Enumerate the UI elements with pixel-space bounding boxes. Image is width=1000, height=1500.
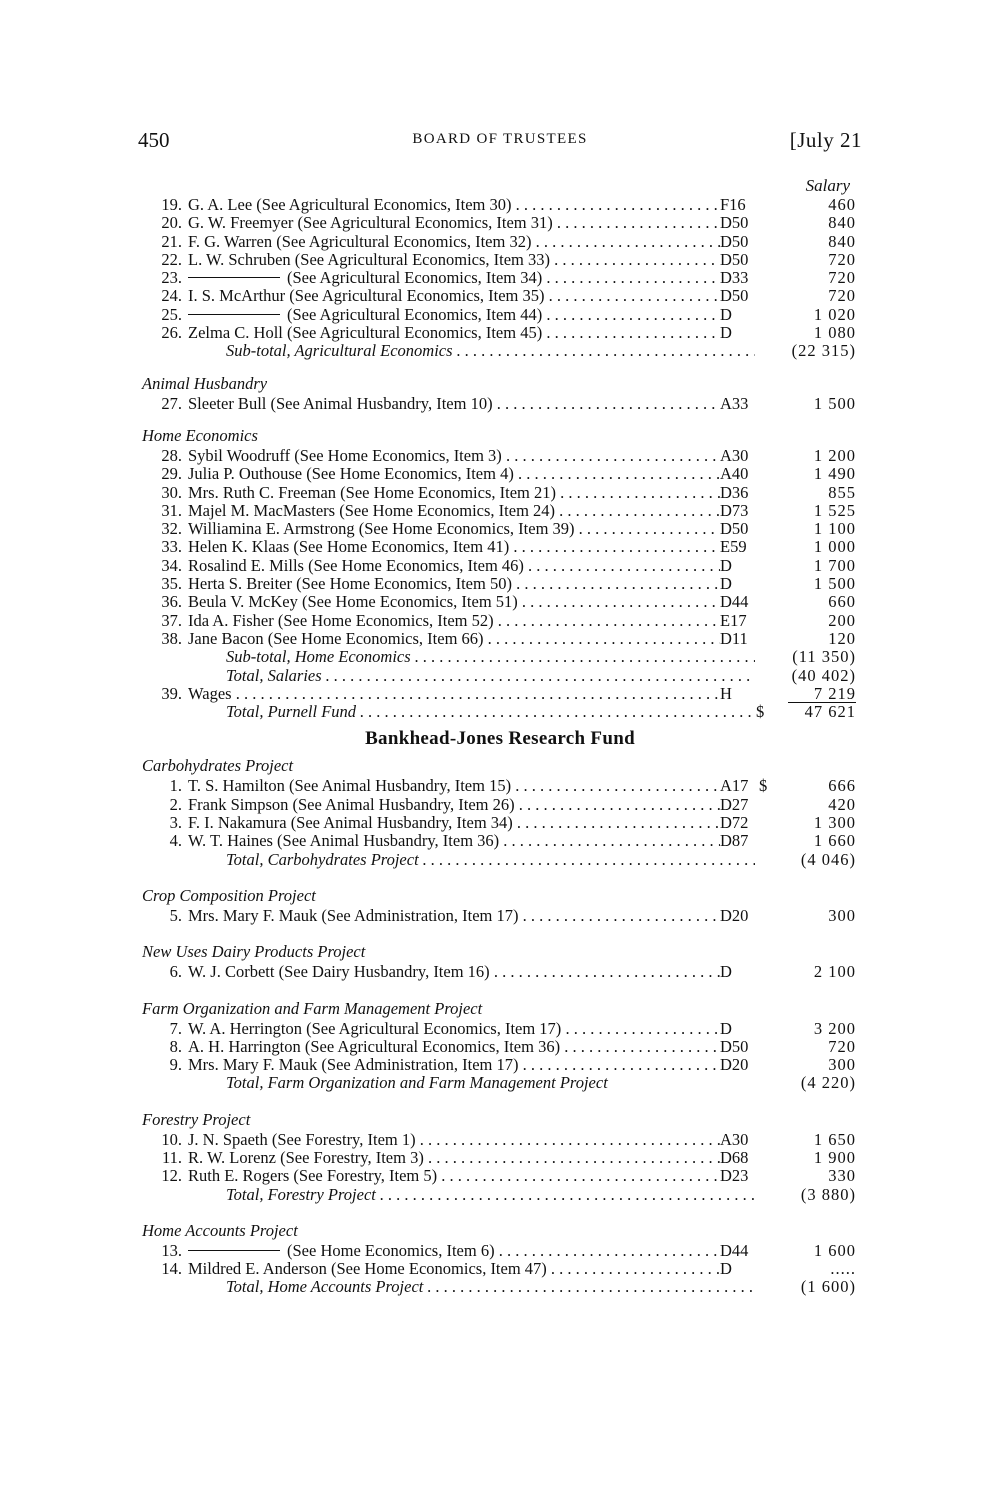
item-salary: 855 — [828, 482, 856, 502]
item-name-text: (See Home Economics, Item 6) — [287, 1241, 495, 1260]
page-header — [138, 128, 862, 158]
forestry-group — [138, 1131, 862, 1186]
item-name — [188, 963, 755, 981]
item-name-text: Helen K. Klaas (See Home Economics, Item 41) — [188, 538, 510, 557]
item-code: D — [720, 1260, 760, 1278]
item-name-text: J. N. Spaeth (See Forestry, Item 1) — [188, 1130, 416, 1149]
item-code: D23 — [720, 1167, 760, 1185]
total-row — [138, 1186, 862, 1204]
item-name-text: Williamina E. Armstrong (See Home Economics, Item 39) — [188, 520, 575, 539]
item-name — [188, 484, 755, 502]
item-salary: 420 — [828, 794, 856, 814]
table-row — [138, 1131, 862, 1149]
subtotal-salary: (11 350) — [792, 647, 856, 667]
item-number: 5. — [169, 905, 182, 925]
item-name-text: F. I. Nakamura (See Animal Husbandry, Item 34) — [188, 814, 513, 833]
section-heading: Farm Organization and Farm Management Project — [142, 998, 483, 1018]
table-row — [138, 214, 862, 232]
item-number: 7. — [169, 1018, 182, 1038]
item-salary: 1 300 — [813, 813, 856, 833]
item-name — [188, 324, 755, 342]
item-name — [188, 287, 755, 305]
dollar-sign: $ — [756, 702, 765, 722]
item-name — [188, 538, 755, 556]
dairy-group — [138, 963, 862, 981]
item-salary: 666 — [828, 776, 856, 796]
item-number: 12. — [161, 1166, 182, 1186]
item-name — [188, 1038, 755, 1056]
item-code: D50 — [720, 214, 760, 232]
table-row — [138, 324, 862, 342]
item-code: D36 — [720, 484, 760, 502]
item-salary: 7 219 — [813, 683, 856, 703]
table-row — [138, 1260, 862, 1278]
item-name-text: G. W. Freemyer (See Agricultural Economics, Item 31) — [188, 214, 553, 233]
section-heading: Home Economics — [142, 425, 258, 445]
item-code: D — [720, 1020, 760, 1038]
item-code: D50 — [720, 233, 760, 251]
item-number: 32. — [161, 519, 182, 539]
item-salary: 1 500 — [813, 393, 856, 413]
subtotal-salary: (22 315) — [791, 341, 856, 361]
item-code: H — [720, 685, 760, 703]
subtotal-label: Sub-total, Home Economics . . . — [226, 648, 755, 666]
item-name — [188, 1167, 755, 1185]
item-number: 33. — [161, 537, 182, 557]
dollar-sign: $ — [759, 776, 768, 796]
blank-name-rule — [188, 314, 280, 315]
item-code: A33 — [720, 395, 760, 413]
item-code: D11 — [720, 630, 760, 648]
total-salary: 47 621 — [804, 702, 856, 722]
crop-composition-group — [138, 907, 862, 925]
item-number: 3. — [169, 813, 182, 833]
item-number: 2. — [169, 794, 182, 814]
table-row — [138, 612, 862, 630]
total-row — [138, 1278, 862, 1296]
item-name: Wages . . . — [188, 685, 755, 703]
table-row — [138, 557, 862, 575]
item-number: 6. — [169, 962, 182, 982]
item-number: 37. — [161, 610, 182, 630]
table-row — [138, 447, 862, 465]
page-number: 450 — [138, 128, 170, 152]
item-number: 21. — [161, 231, 182, 251]
item-code: D33 — [720, 269, 760, 287]
table-row — [138, 814, 862, 832]
item-name-text: Ruth E. Rogers (See Forestry, Item 5) — [188, 1167, 438, 1186]
item-name-text: Mrs. Ruth C. Freeman (See Home Economics, Item 21) — [188, 483, 556, 502]
item-code: D73 — [720, 502, 760, 520]
item-number: 38. — [161, 628, 182, 648]
table-row — [138, 593, 862, 611]
table-row — [138, 520, 862, 538]
item-salary: 120 — [828, 628, 856, 648]
table-row — [138, 1242, 862, 1260]
item-code: D87 — [720, 832, 760, 850]
fund-title: Bankhead-Jones Research Fund — [365, 728, 635, 750]
item-name — [188, 1020, 755, 1038]
table-row — [138, 1020, 862, 1038]
item-name-text: (See Agricultural Economics, Item 34) — [287, 269, 543, 288]
item-salary: 720 — [828, 249, 856, 269]
item-name — [188, 233, 755, 251]
table-row — [138, 233, 862, 251]
table-row — [138, 269, 862, 287]
item-name-text: Ida A. Fisher (See Home Economics, Item 52) — [188, 611, 494, 630]
item-name — [188, 196, 755, 214]
table-row — [138, 963, 862, 981]
item-number: 23. — [161, 268, 182, 288]
item-name-text: Frank Simpson (See Animal Husbandry, Item 26) — [188, 795, 515, 814]
item-code: E17 — [720, 612, 760, 630]
item-name-text: L. W. Schruben (See Agricultural Economics, Item 33) — [188, 250, 551, 269]
item-name-text: Sybil Woodruff (See Home Economics, Item 3) — [188, 446, 502, 465]
item-salary: 1 490 — [813, 464, 856, 484]
item-salary: 460 — [828, 195, 856, 214]
item-code: D — [720, 324, 760, 342]
animal-husbandry-group — [138, 395, 862, 413]
section-heading: New Uses Dairy Products Project — [142, 942, 366, 962]
item-name — [188, 306, 755, 324]
item-name — [188, 269, 755, 287]
total-label: Total, Purnell Fund . . . — [226, 703, 755, 721]
item-code: D — [720, 575, 760, 593]
item-name-text: W. A. Herrington (See Agricultural Economics, Item 17) — [188, 1019, 562, 1038]
total-salary: (1 600) — [800, 1277, 856, 1297]
section-heading: Crop Composition Project — [142, 885, 316, 905]
item-code: D50 — [720, 1038, 760, 1056]
item-name-text: Mrs. Mary F. Mauk (See Administration, Item 17) — [188, 906, 519, 925]
table-row — [138, 1149, 862, 1167]
item-name — [188, 465, 755, 483]
item-number: 8. — [169, 1036, 182, 1056]
table-row — [138, 777, 862, 795]
item-name-text: T. S. Hamilton (See Animal Husbandry, Item 15) — [188, 777, 512, 796]
item-name — [188, 814, 755, 832]
table-row — [138, 306, 862, 324]
item-number: 34. — [161, 555, 182, 575]
item-number: 29. — [161, 464, 182, 484]
item-salary: 1 660 — [813, 831, 856, 851]
farm-group — [138, 1020, 862, 1075]
subtotal-label: Sub-total, Agricultural Economics . . . — [226, 342, 755, 360]
item-name-text: W. J. Corbett (See Dairy Husbandry, Item 16) — [188, 963, 490, 982]
header-date: [July 21 — [789, 128, 862, 152]
item-code: D20 — [720, 907, 760, 925]
item-name — [188, 575, 755, 593]
total-label: Total, Forestry Project . . . — [226, 1186, 755, 1204]
item-name — [188, 777, 755, 795]
item-number: 22. — [161, 249, 182, 269]
item-code: D50 — [720, 520, 760, 538]
item-name-text: Julia P. Outhouse (See Home Economics, Item 4) — [188, 465, 514, 484]
item-name — [188, 1131, 755, 1149]
item-number: 31. — [161, 500, 182, 520]
item-number: 28. — [161, 445, 182, 465]
item-salary: 1 700 — [813, 555, 856, 575]
table-row — [138, 630, 862, 648]
wages-row — [138, 685, 862, 703]
item-salary: 1 080 — [813, 323, 856, 343]
item-code: D — [720, 306, 760, 324]
item-number: 14. — [161, 1259, 182, 1279]
item-name — [188, 251, 755, 269]
item-number: 24. — [161, 286, 182, 306]
item-name — [188, 214, 755, 232]
item-number: 13. — [161, 1240, 182, 1260]
item-name — [188, 832, 755, 850]
item-name-text: G. A. Lee (See Agricultural Economics, Item 30) — [188, 196, 512, 214]
total-row — [138, 851, 862, 869]
item-code: A40 — [720, 465, 760, 483]
item-name — [188, 593, 755, 611]
item-name-text: Rosalind E. Mills (See Home Economics, Item 46) — [188, 556, 524, 575]
item-code: D — [720, 963, 760, 981]
item-name — [188, 520, 755, 538]
item-code: D44 — [720, 1242, 760, 1260]
item-name — [188, 1056, 755, 1074]
item-number: 11. — [161, 1147, 182, 1167]
table-row — [138, 796, 862, 814]
item-salary: 300 — [828, 1055, 856, 1075]
item-number: 10. — [161, 1129, 182, 1149]
item-number: 19. — [161, 195, 182, 214]
item-name-text: Mildred E. Anderson (See Home Economics, Item 47) — [188, 1260, 547, 1279]
item-name — [188, 1149, 755, 1167]
item-name — [188, 1260, 755, 1278]
salary-column-heading: Salary — [805, 176, 850, 195]
item-name-text: Zelma C. Holl (See Agricultural Economics, Item 45) — [188, 324, 543, 343]
item-code: A30 — [720, 447, 760, 465]
item-salary: 1 525 — [813, 500, 856, 520]
table-row — [138, 1167, 862, 1185]
item-salary: ..... — [830, 1259, 856, 1279]
item-number: 35. — [161, 574, 182, 594]
item-number: 20. — [161, 213, 182, 233]
item-name-text: Mrs. Mary F. Mauk (See Administration, Item 17) — [188, 1056, 519, 1075]
item-salary: 840 — [828, 231, 856, 251]
item-name-text: Beula V. McKey (See Home Economics, Item 51) — [188, 593, 518, 612]
ag-econ-group — [138, 196, 862, 342]
table-row — [138, 395, 862, 413]
total-label: Total, Carbohydrates Project . . . — [226, 851, 755, 869]
total-label: Total, Home Accounts Project . . . — [226, 1278, 755, 1296]
item-code: A17 — [720, 777, 760, 795]
item-number: 26. — [161, 323, 182, 343]
item-salary: 1 500 — [813, 574, 856, 594]
home-economics-group — [138, 447, 862, 648]
section-heading: Animal Husbandry — [142, 373, 268, 393]
item-name — [188, 395, 755, 413]
item-name — [188, 630, 755, 648]
item-name — [188, 1242, 755, 1260]
item-salary: 660 — [828, 592, 856, 612]
item-salary: 300 — [828, 905, 856, 925]
item-name — [188, 612, 755, 630]
item-code: D44 — [720, 593, 760, 611]
subtotal-row — [138, 342, 862, 360]
section-heading: Forestry Project — [142, 1109, 251, 1129]
item-salary: 1 000 — [813, 537, 856, 557]
item-salary: 1 650 — [813, 1129, 856, 1149]
table-row — [138, 484, 862, 502]
item-salary: 1 600 — [813, 1240, 856, 1260]
section-heading: Carbohydrates Project — [142, 756, 294, 776]
item-code: D — [720, 557, 760, 575]
item-name-text: A. H. Harrington (See Agricultural Economics, Item 36) — [188, 1037, 561, 1056]
table-row — [138, 907, 862, 925]
item-name-text: F. G. Warren (See Agricultural Economics, Item 32) — [188, 232, 532, 251]
item-name — [188, 447, 755, 465]
item-salary: 3 200 — [813, 1018, 856, 1038]
item-name-text: (See Agricultural Economics, Item 44) — [287, 305, 543, 324]
item-salary: 200 — [828, 610, 856, 630]
item-salary: 1 020 — [813, 304, 856, 324]
item-code: D27 — [720, 796, 760, 814]
item-salary: 1 900 — [813, 1147, 856, 1167]
item-code: D72 — [720, 814, 760, 832]
table-row — [138, 538, 862, 556]
item-salary: 1 100 — [813, 519, 856, 539]
item-number: 27. — [161, 393, 182, 413]
item-name-text: Majel M. MacMasters (See Home Economics, Item 24) — [188, 501, 556, 520]
table-row — [138, 251, 862, 269]
item-code: D68 — [720, 1149, 760, 1167]
item-name-text: W. T. Haines (See Animal Husbandry, Item 36) — [188, 832, 500, 851]
item-salary: 720 — [828, 286, 856, 306]
grand-total-row — [138, 703, 862, 721]
item-name-text: Sleeter Bull (See Animal Husbandry, Item 10) — [188, 394, 493, 413]
item-code: D50 — [720, 251, 760, 269]
item-name — [188, 502, 755, 520]
item-code: F16 — [720, 196, 760, 214]
salary-list — [138, 176, 862, 1297]
item-name — [188, 796, 755, 814]
item-code: D20 — [720, 1056, 760, 1074]
table-row — [138, 832, 862, 850]
total-label: Total, Farm Organization and Farm Management Project — [226, 1074, 608, 1093]
total-row — [138, 1074, 862, 1092]
item-code: A30 — [720, 1131, 760, 1149]
blank-name-rule — [188, 277, 280, 278]
item-number: 9. — [169, 1055, 182, 1075]
home-accounts-group — [138, 1242, 862, 1279]
item-salary: 2 100 — [813, 962, 856, 982]
item-number: 1. — [169, 776, 182, 796]
total-salary: (40 402) — [791, 665, 856, 685]
item-salary: 330 — [828, 1166, 856, 1186]
item-salary: 840 — [828, 213, 856, 233]
total-label: Total, Salaries . . . — [226, 667, 755, 685]
carbohydrates-group — [138, 777, 862, 850]
table-row — [138, 575, 862, 593]
running-title: BOARD OF TRUSTEES — [412, 131, 588, 147]
item-name-text: I. S. McArthur (See Agricultural Economics, Item 35) — [188, 287, 545, 306]
item-number: 39. — [161, 683, 182, 703]
item-name — [188, 557, 755, 575]
total-salary: (4 046) — [800, 849, 856, 869]
table-row — [138, 502, 862, 520]
table-row — [138, 1038, 862, 1056]
subtotal-row — [138, 648, 862, 666]
table-row — [138, 465, 862, 483]
item-name-text: Jane Bacon (See Home Economics, Item 66) — [188, 629, 484, 648]
total-row — [138, 667, 862, 685]
item-number: 30. — [161, 482, 182, 502]
item-name — [188, 907, 755, 925]
section-heading: Home Accounts Project — [142, 1220, 298, 1240]
item-salary: 1 200 — [813, 445, 856, 465]
item-salary: 720 — [828, 268, 856, 288]
item-salary: 720 — [828, 1036, 856, 1056]
item-number: 36. — [161, 592, 182, 612]
item-code: D50 — [720, 287, 760, 305]
total-salary: (3 880) — [800, 1184, 856, 1204]
item-number: 25. — [161, 304, 182, 324]
table-row — [138, 287, 862, 305]
item-name-text: R. W. Lorenz (See Forestry, Item 3) — [188, 1148, 424, 1167]
item-number: 4. — [169, 831, 182, 851]
total-salary: (4 220) — [800, 1073, 856, 1093]
table-row — [138, 1056, 862, 1074]
table-row — [138, 196, 862, 214]
item-code: E59 — [720, 538, 760, 556]
blank-name-rule — [188, 1250, 280, 1251]
item-name-text: Herta S. Breiter (See Home Economics, Item 50) — [188, 575, 512, 594]
